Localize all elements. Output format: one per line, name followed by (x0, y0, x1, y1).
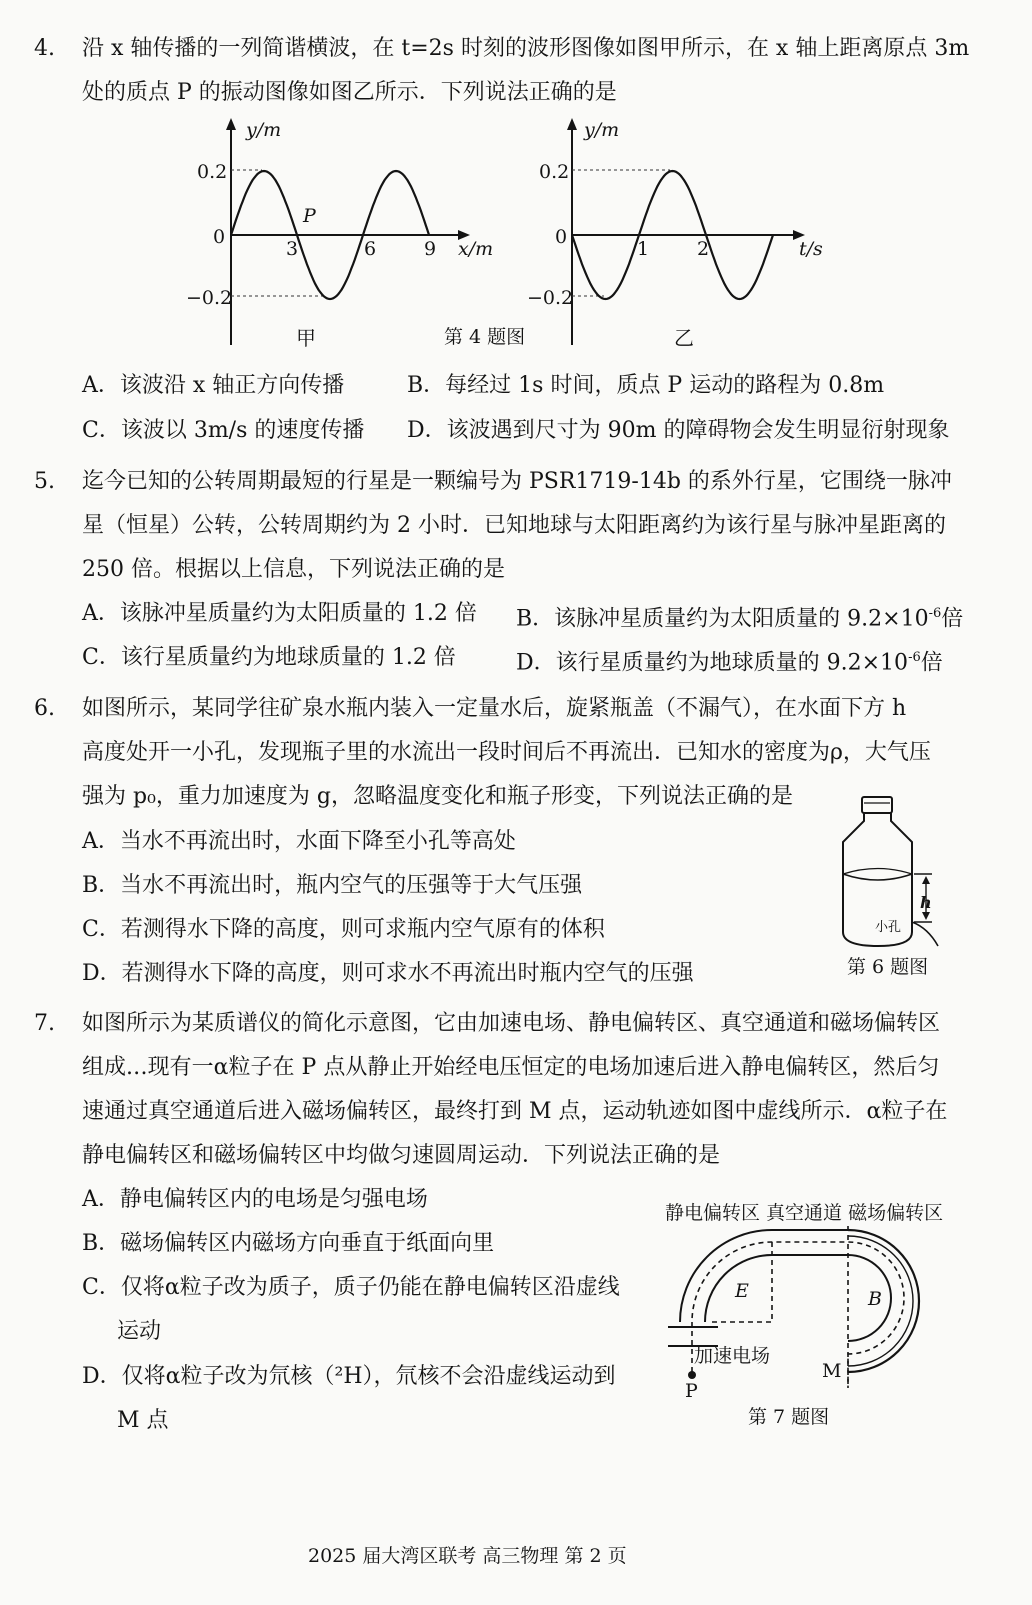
graph-a-xlabel: x/m (458, 238, 494, 260)
q7-option-c-line1: C．仅将α粒子改为质子，质子仍能在静电偏转区沿虚线 (82, 1275, 620, 1300)
q6-stem-line1: 如图所示，某同学往矿泉水瓶内装入一定量水后，旋紧瓶盖（不漏气），在水面下方 h (82, 696, 907, 721)
graph-b-ylabel: y/m (584, 119, 620, 141)
q4-stem-line2: 处的质点 P 的振动图像如图乙所示．下列说法正确的是 (82, 80, 617, 105)
q4-option-b: B．每经过 1s 时间，质点 P 运动的路程为 0.8m (407, 373, 885, 398)
graph-a-xtick-6: 6 (364, 238, 377, 260)
q7-option-d-line1: D．仅将α粒子改为氘核（²H），氘核不会沿虚线运动到 (82, 1364, 616, 1389)
e-region-outer-plate (680, 1230, 848, 1322)
q6-option-a: A．当水不再流出时，水面下降至小孔等高处 (82, 829, 516, 854)
q7-stem-line2: 组成.‥现有一α粒子在 P 点从静止开始经电压恒定的电场加速后进入静电偏转区，然后匀 (82, 1055, 940, 1080)
q4-option-d: D．该波遇到尺寸为 90m 的障碍物会发生明显衍射现象 (407, 418, 950, 443)
graph-a-point-p: P (303, 205, 316, 227)
q5-stem-line1: 迄今已知的公转周期最短的行星是一颗编号为 PSR1719-14b 的系外行星，它围绕一脉冲 (82, 469, 952, 494)
label-e: E (735, 1280, 749, 1302)
q4-figure-caption: 第 4 题图 (444, 326, 526, 348)
q5-option-c: C．该行星质量约为地球质量的 1.2 倍 (82, 645, 456, 670)
q6-option-d: D．若测得水下降的高度，则可求水不再流出时瓶内空气的压强 (82, 961, 694, 986)
q7-stem-line4: 静电偏转区和磁场偏转区中均做匀速圆周运动．下列说法正确的是 (82, 1143, 721, 1168)
q7-figure-header: 静电偏转区 真空通道 磁场偏转区 (665, 1202, 944, 1224)
graph-a-xtick-3: 3 (286, 238, 299, 260)
graph-a-ytick-top: 0.2 (197, 161, 228, 183)
hole-label: 小孔 (875, 920, 902, 935)
q6-number: 6. (34, 696, 55, 721)
b-region-outer-plate (848, 1230, 919, 1372)
graph-a-ytick-bottom: −0.2 (186, 287, 233, 309)
graph-b-ytick-zero: 0 (555, 226, 568, 248)
point-p-dot (688, 1371, 696, 1379)
q7-number: 7. (34, 1011, 55, 1036)
q5-option-b-text: B．该脉冲星质量约为太阳质量的 9.2×10 (516, 606, 929, 632)
graph-b-label: 乙 (674, 326, 694, 350)
graph-b-xlabel: t/s (799, 238, 823, 260)
q7-option-c-line2: 运动 (117, 1319, 162, 1344)
q7-option-a: A．静电偏转区内的电场是匀强电场 (82, 1187, 428, 1212)
q4-stem-line1: 沿 x 轴传播的一列简谐横波，在 t=2s 时刻的波形图像如图甲所示，在 x 轴上距离原点 3m (82, 36, 970, 61)
q7-stem-line1: 如图所示为某质谱仪的简化示意图，它由加速电场、静电偏转区、真空通道和磁场偏转区 (82, 1011, 941, 1036)
label-b: B (868, 1288, 882, 1310)
q5-stem-line3: 250 倍。根据以上信息，下列说法正确的是 (82, 557, 505, 582)
graph-b-xtick-2: 2 (697, 238, 710, 260)
e-region-inner-plate (705, 1255, 848, 1322)
graph-a-ylabel: y/m (246, 119, 282, 141)
q4-option-c: C．该波以 3m/s 的速度传播 (82, 418, 365, 443)
q6-stem-line3: 强为 p₀，重力加速度为 g，忽略温度变化和瓶子形变，下列说法正确的是 (82, 784, 793, 809)
q7-figure-caption: 第 7 题图 (748, 1406, 830, 1428)
q5-option-a: A．该脉冲星质量约为太阳质量的 1.2 倍 (82, 601, 477, 626)
q5-stem-line2: 星（恒星）公转，公转周期约为 2 小时．已知地球与太阳距离约为该行星与脉冲星距离的 (82, 513, 946, 538)
q5-option-b-suffix: 倍 (941, 606, 964, 632)
graph-a-xtick-9: 9 (424, 238, 437, 260)
label-m: M (822, 1360, 842, 1382)
q5-option-d-text: D．该行星质量约为地球质量的 9.2×10 (516, 650, 909, 676)
q6-option-c: C．若测得水下降的高度，则可求瓶内空气原有的体积 (82, 917, 605, 942)
graph-b-ytick-bottom: −0.2 (527, 287, 574, 309)
q5-option-d-exponent: -6 (908, 650, 921, 665)
h-label: h (920, 893, 932, 912)
q5-number: 5. (34, 469, 55, 494)
graph-b-xtick-1: 1 (637, 238, 650, 260)
q5-option-d-suffix: 倍 (920, 650, 943, 676)
q7-option-d-line2: M 点 (117, 1408, 169, 1433)
q6-option-b: B．当水不再流出时，瓶内空气的压强等于大气压强 (82, 873, 583, 898)
q6-stem-line2: 高度处开一小孔，发现瓶子里的水流出一段时间后不再流出．已知水的密度为ρ，大气压 (82, 740, 931, 765)
q6-figure-caption: 第 6 题图 (847, 956, 929, 978)
label-p: P (685, 1380, 698, 1402)
page-footer: 2025 届大湾区联考 高三物理 第 2 页 (308, 1545, 627, 1567)
label-accel-field: 加速电场 (694, 1345, 771, 1367)
q4-number: 4. (34, 36, 55, 61)
q4-option-a: A．该波沿 x 轴正方向传播 (82, 373, 345, 398)
q7-option-b: B．磁场偏转区内磁场方向垂直于纸面向里 (82, 1231, 495, 1256)
graph-b-ytick-top: 0.2 (539, 161, 570, 183)
q5-option-b-exponent: -6 (928, 606, 942, 621)
graph-a-ytick-zero: 0 (213, 226, 226, 248)
q7-stem-line3: 速通过真空通道后进入磁场偏转区，最终打到 M 点，运动轨迹如图中虚线所示．α粒子在 (82, 1099, 948, 1124)
graph-a-label: 甲 (296, 326, 316, 350)
